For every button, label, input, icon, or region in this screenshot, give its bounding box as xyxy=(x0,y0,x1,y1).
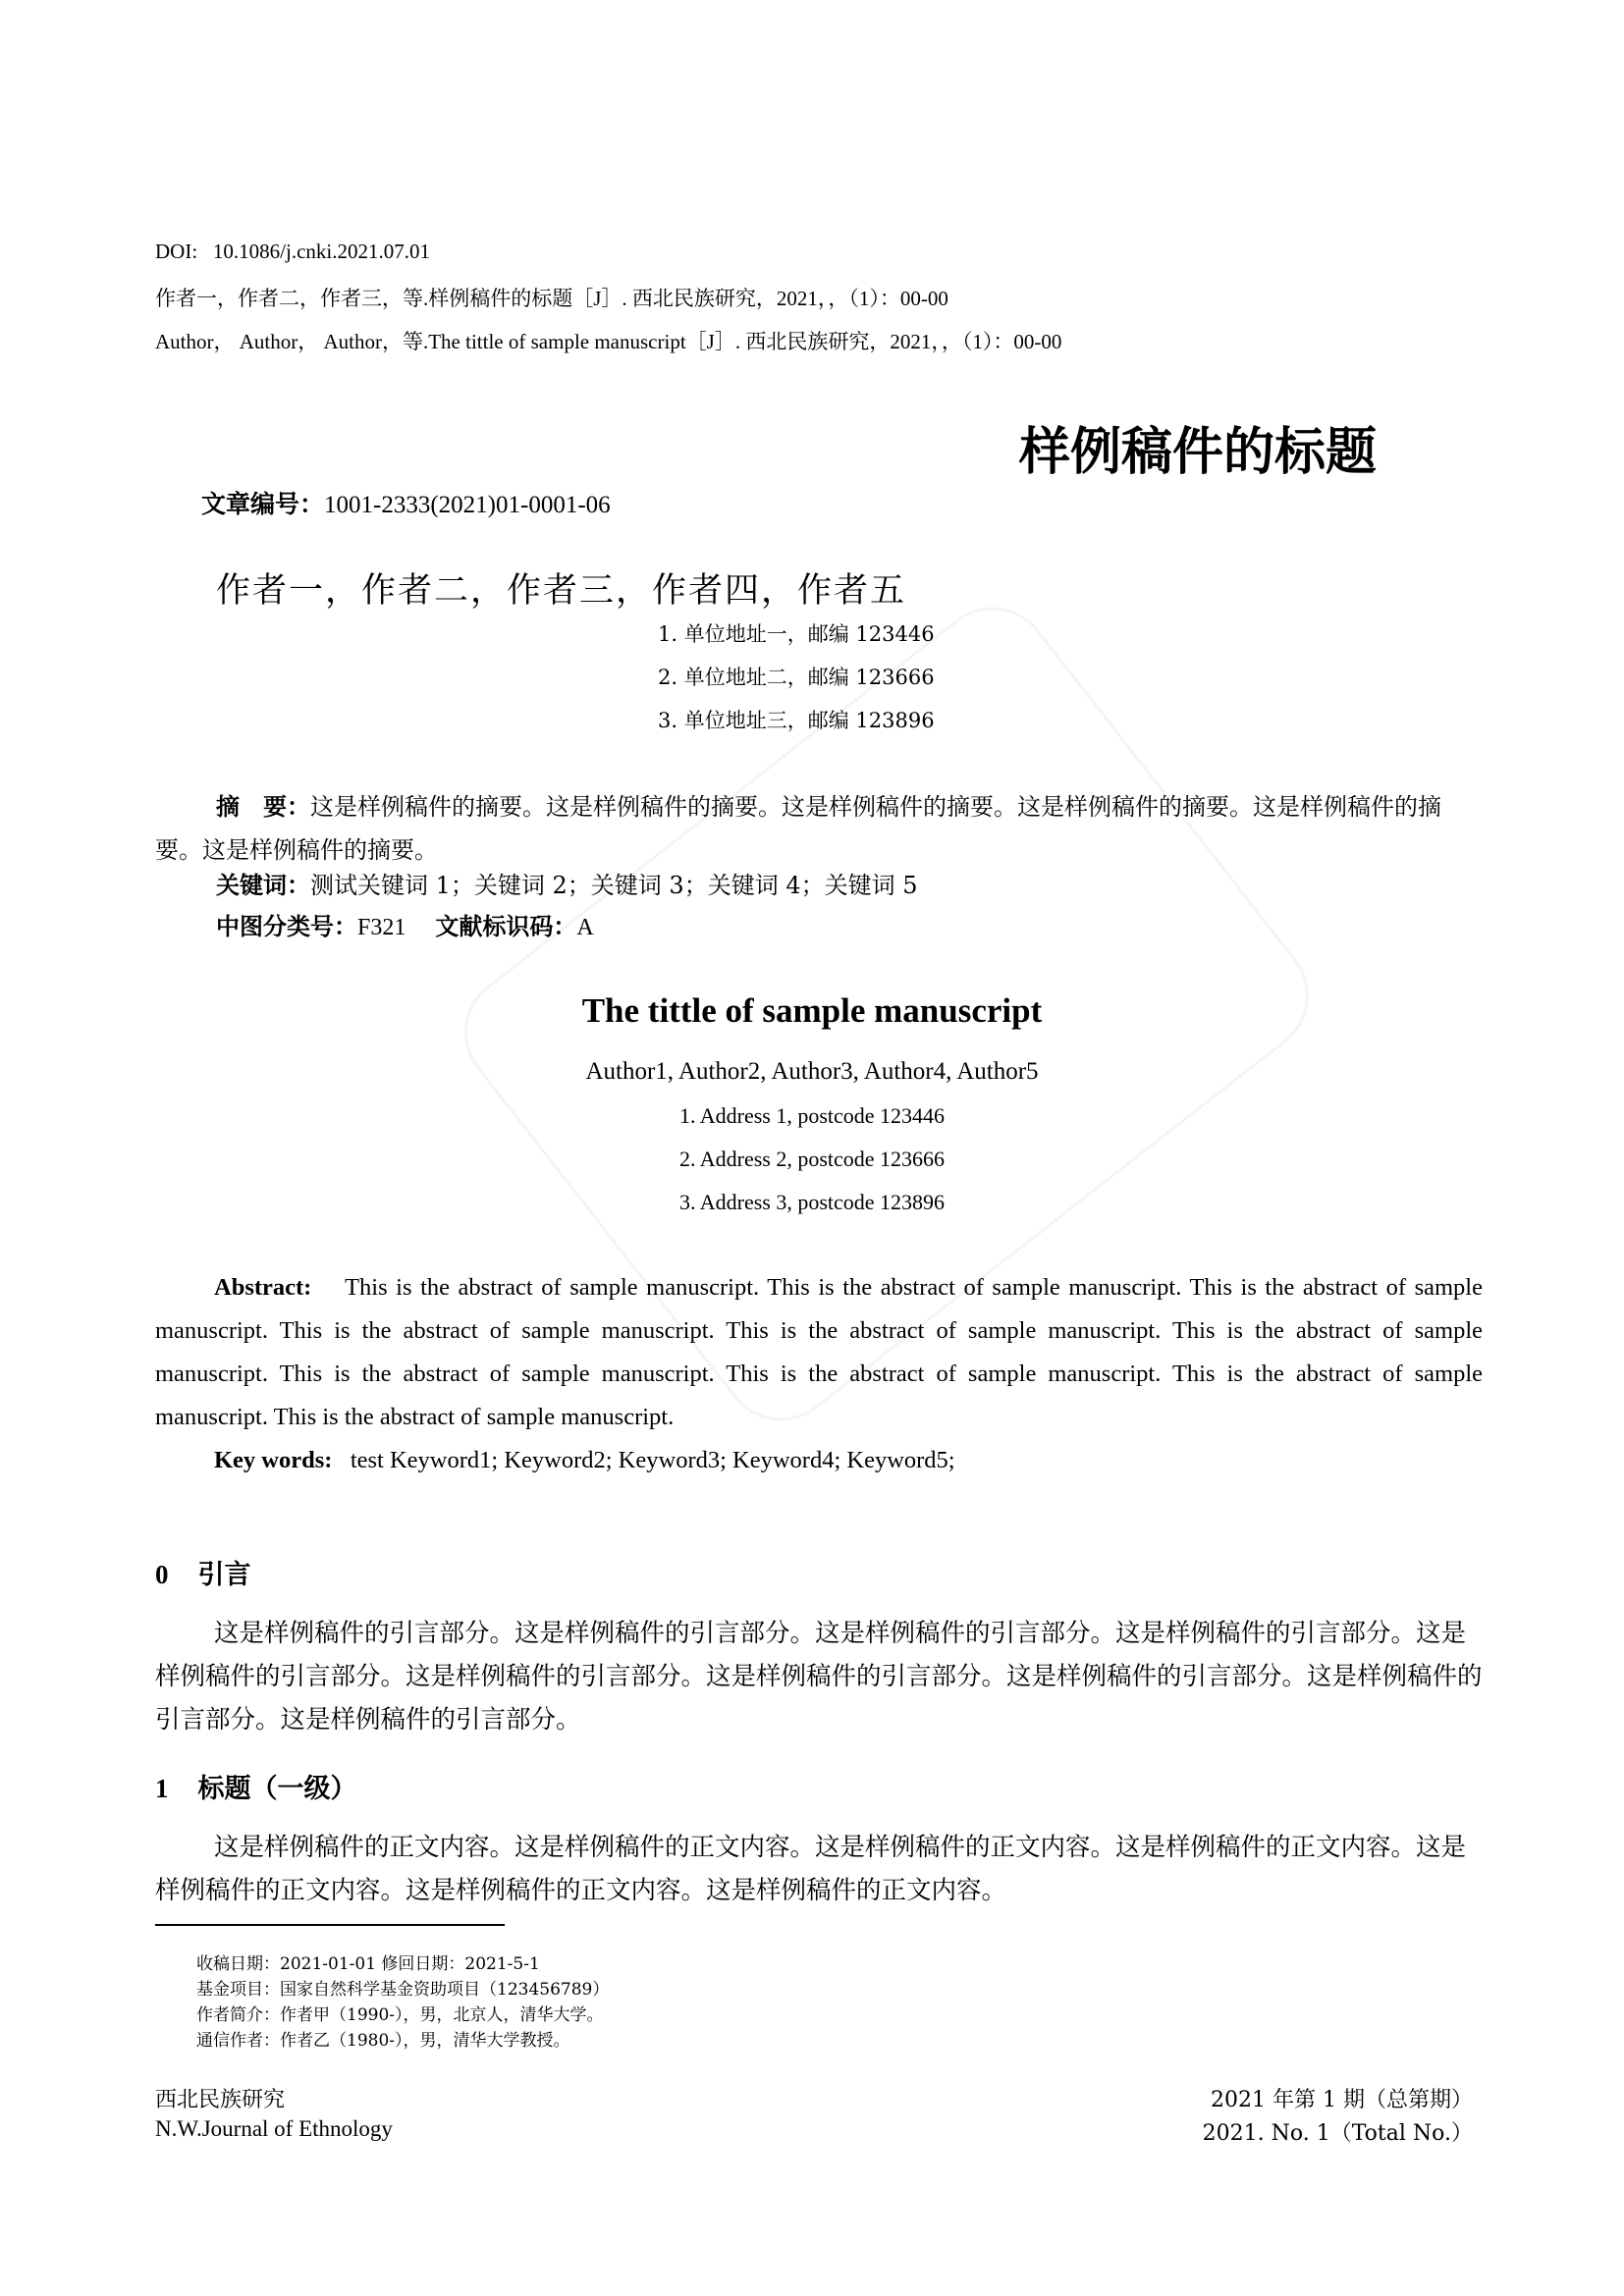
abstract-en xyxy=(155,1266,1483,1439)
title-en: The tittle of sample manuscript xyxy=(581,991,1043,1030)
keywords-en xyxy=(214,1447,955,1474)
keywords-cn-label: 关键词： xyxy=(216,872,310,899)
section-1-number: 1 xyxy=(155,1774,169,1803)
footnote-received: 收稿日期：2021-01-01 修回日期：2021-5-1 xyxy=(196,1954,540,1974)
abstract-cn-label: 摘 要： xyxy=(216,793,310,821)
section-0-body: 这是样例稿件的引言部分。这是样例稿件的引言部分。这是样例稿件的引言部分。这是样例稿件的引言部分。这是样例稿件的引言部分。这是样例稿件的引言部分。这是样例稿件的引言部分。这是样例稿件的引言部分。这是样例稿件的引言部分。这是样例稿件的引言部分。 xyxy=(155,1619,1483,1735)
affiliation-cn-1: 1. 单位地址一，邮编 123446 xyxy=(658,622,935,646)
section-0-title: 引言 xyxy=(197,1560,251,1590)
article-number-value: 1001-2333(2021)01-0001-06 xyxy=(324,492,611,518)
section-1-heading xyxy=(155,1767,357,1805)
abstract-en-label: Abstract: xyxy=(214,1274,312,1301)
affiliation-cn-3: 3. 单位地址三，邮编 123896 xyxy=(658,709,935,732)
footer-journal-cn: 西北民族研究 xyxy=(155,2088,286,2112)
clc-value: F321 xyxy=(357,915,406,940)
affiliation-en-2: 2. Address 2, postcode 123666 xyxy=(678,1147,946,1171)
abstract-en-text: This is the abstract of sample manuscript. This is the abstract of sample manuscript. This is the abstract of sample manuscript. This is the abstract of sample manuscript. This is the abstract of sample manuscript. This is the abstract of sample manuscript. This is the abstract of sample manuscript. This is the abstract of sample manuscript. This is the abstract of sample manuscript. This is the abstract of sample manuscript. xyxy=(155,1274,1483,1430)
keywords-cn xyxy=(216,866,918,900)
keywords-cn-text: 测试关键词 1；关键词 2；关键词 3；关键词 4；关键词 5 xyxy=(310,872,918,899)
footnote-author-bio: 作者简介：作者甲（1990-），男，北京人，清华大学。 xyxy=(196,2005,604,2025)
article-number-label: 文章编号： xyxy=(201,490,325,518)
keywords-en-text: test Keyword1; Keyword2; Keyword3; Keyword4; Keyword5; xyxy=(350,1447,955,1473)
section-0-heading xyxy=(155,1553,251,1591)
article-number xyxy=(201,485,611,520)
citation-en: Author， Author， Author，等.The tittle of sample manuscript［J］. 西北民族研究，2021，，（1）：00-00 xyxy=(155,330,1062,353)
citation-cn: 作者一，作者二，作者三，等.样例稿件的标题［J］. 西北民族研究，2021，，（1）：00-00 xyxy=(155,287,948,310)
doc-code-value: A xyxy=(576,915,594,940)
authors-en: Author1, Author2, Author3, Author4, Author5 xyxy=(585,1058,1039,1085)
section-1-body: 这是样例稿件的正文内容。这是样例稿件的正文内容。这是样例稿件的正文内容。这是样例稿件的正文内容。这是样例稿件的正文内容。这是样例稿件的正文内容。这是样例稿件的正文内容。 xyxy=(155,1833,1467,1905)
footer-journal-en: N.W.Journal of Ethnology xyxy=(155,2116,393,2141)
footnote-divider xyxy=(155,1924,505,1926)
doi-line: DOI: 10.1086/j.cnki.2021.07.01 xyxy=(155,240,430,263)
footnote-funding: 基金项目：国家自然科学基金资助项目（123456789） xyxy=(196,1980,610,2000)
footer-issue-cn: 2021 年第 1 期（总第期） xyxy=(1211,2088,1473,2112)
authors-cn: 作者一，作者二，作者三，作者四，作者五 xyxy=(216,571,907,611)
doc-code-label: 文献标识码： xyxy=(435,913,577,940)
section-0-number: 0 xyxy=(155,1560,169,1589)
affiliation-en-3: 3. Address 3, postcode 123896 xyxy=(678,1190,946,1214)
title-cn: 样例稿件的标题 xyxy=(1019,423,1378,482)
clc-label: 中图分类号： xyxy=(216,913,357,940)
abstract-cn xyxy=(155,785,1483,872)
abstract-cn-text: 这是样例稿件的摘要。这是样例稿件的摘要。这是样例稿件的摘要。这是样例稿件的摘要。这是样例稿件的摘要。这是样例稿件的摘要。 xyxy=(155,793,1441,864)
affiliation-en-1: 1. Address 1, postcode 123446 xyxy=(678,1103,946,1128)
section-1-title: 标题（一级） xyxy=(197,1774,357,1804)
footnote-corresponding: 通信作者：作者乙（1980-），男，清华大学教授。 xyxy=(196,2031,570,2051)
keywords-en-label: Key words: xyxy=(214,1447,333,1473)
classification xyxy=(216,907,594,941)
affiliation-cn-2: 2. 单位地址二，邮编 123666 xyxy=(658,666,935,689)
footer-issue-en: 2021. No. 1（Total No.） xyxy=(1202,2121,1473,2146)
